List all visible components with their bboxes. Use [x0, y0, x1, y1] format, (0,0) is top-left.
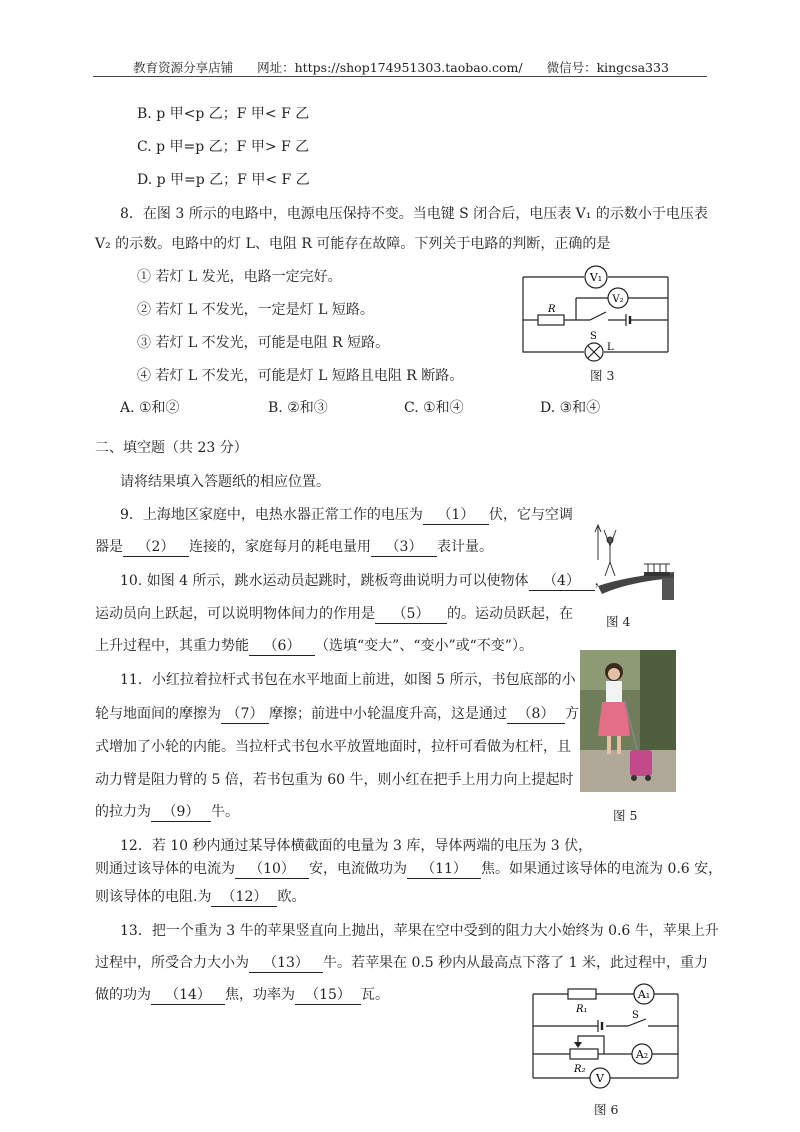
- q8-option-b: B. ②和③: [268, 400, 328, 416]
- q7-option-c: C. p 甲=p 乙；F 甲> F 乙: [137, 139, 310, 155]
- q10-text-2: ，: [594, 573, 609, 589]
- q10-line1: [120, 571, 609, 591]
- q10-blank-4[interactable]: （4）: [529, 572, 595, 591]
- q10-text-5: 上升过程中，其重力势能: [95, 638, 249, 654]
- q11-line2: [95, 704, 579, 724]
- q9-text-1: 9．上海地区家庭中，电热水器正常工作的电压为: [120, 507, 423, 523]
- q11-text-2: 轮与地面间的摩擦为: [95, 706, 221, 722]
- q13-line3: [95, 985, 389, 1005]
- q9-blank-1[interactable]: （1）: [423, 506, 489, 525]
- figure-4-diver: [588, 520, 678, 610]
- q11-text-8: 牛。: [211, 804, 239, 820]
- fig3-label-v2: V₂: [612, 294, 624, 305]
- q11-blank-8[interactable]: （8）: [507, 705, 565, 724]
- q13-line2: [95, 953, 708, 973]
- q11-text-4: 方: [565, 706, 579, 722]
- fig6-label-a1: A₁: [637, 988, 651, 1001]
- q11-line4: 动力臂是阻力臂的 5 倍，若书包重为 60 牛，则小红在把手上用力向上提起时: [95, 772, 574, 788]
- q12-blank-10[interactable]: （10）: [235, 860, 309, 879]
- q8-stem-line1: 8．在图 3 所示的电路中，电源电压保持不变。当电键 S 闭合后，电压表 V₁ 的示数小于电压表: [120, 206, 708, 222]
- q11-text-7: 的拉力为: [95, 804, 151, 820]
- fig6-label-s: S: [632, 1010, 639, 1021]
- q12-line2: [95, 859, 722, 879]
- page-header: [95, 58, 707, 76]
- q11-blank-7[interactable]: （7）: [221, 705, 269, 724]
- section2-instruction: 请将结果填入答题纸的相应位置。: [120, 474, 330, 490]
- q11-blank-9[interactable]: （9）: [151, 803, 211, 822]
- q7-option-b: B. p 甲<p 乙；F 甲< F 乙: [137, 106, 310, 122]
- q13-text-6: 瓦。: [361, 987, 389, 1003]
- q12-text-3: 安，电流做功为: [309, 861, 407, 877]
- q8-option-c: C. ①和④: [404, 400, 464, 416]
- q11-line3: 式增加了小轮的内能。当拉杆式书包水平放置地面时，拉杆可看做为杠杆，且: [95, 739, 571, 755]
- header-url: 网址：https://shop174951303.taobao.com/: [257, 60, 523, 75]
- figure-5-photo: [580, 650, 676, 792]
- q13-text-4: 做的功为: [95, 987, 151, 1003]
- q12-line1: 12．若 10 秒内通过某导体横截面的电量为 3 库，导体两端的电压为 3 伏，: [120, 838, 593, 854]
- q8-statement-4: ④ 若灯 L 不发光，可能是灯 L 短路且电阻 R 断路。: [137, 368, 464, 384]
- q8-statement-1: ① 若灯 L 发光，电路一定完好。: [137, 269, 342, 285]
- q13-blank-13[interactable]: （13）: [249, 954, 323, 973]
- fig3-label-r: R: [548, 304, 556, 315]
- q7-option-d: D. p 甲=p 乙；F 甲< F 乙: [137, 172, 310, 188]
- q10-line2: [95, 604, 573, 624]
- header-rule: [93, 76, 707, 77]
- q13-blank-15[interactable]: （15）: [295, 986, 361, 1005]
- q13-line1: 13．把一个重为 3 牛的苹果竖直向上抛出，苹果在空中受到的阻力大小始终为 0.6 牛，苹果上升: [120, 923, 719, 939]
- q13-text-2: 过程中，所受合力大小为: [95, 955, 249, 971]
- q12-text-6: 欧。: [277, 889, 306, 905]
- q12-text-5: 则该导体的电阻.为: [95, 889, 212, 905]
- q8-stem-line2: V₂ 的示数。电路中的灯 L、电阻 R 可能存在故障。下列关于电路的判断，正确的是: [95, 236, 611, 252]
- header-shop: 教育资源分享店铺: [133, 60, 234, 75]
- figure-3-circuit: [518, 262, 678, 362]
- q10-line3: [95, 636, 533, 656]
- figure-6-circuit: [528, 982, 684, 1096]
- q9-text-3: 器是: [95, 539, 123, 555]
- q9-blank-2[interactable]: （2）: [123, 538, 189, 557]
- fig6-label-v: V: [596, 1072, 604, 1085]
- q9-text-4: 连接的，家庭每月的耗电量用: [189, 539, 371, 555]
- figure-5-caption: 图 5: [613, 808, 638, 823]
- q10-text-1: 10. 如图 4 所示，跳水运动员起跳时，跳板弯曲说明力可以使物体: [120, 573, 529, 589]
- fig3-label-s: S: [590, 331, 597, 342]
- fig6-label-r2: R₂: [574, 1064, 586, 1075]
- q10-blank-5[interactable]: （5）: [375, 605, 447, 624]
- fig3-label-l: L: [607, 342, 614, 353]
- q9-text-5: 表计量。: [437, 539, 493, 555]
- figure-4-caption: 图 4: [606, 614, 631, 629]
- q12-text-4: 焦。如果通过该导体的电流为 0.6 安，: [481, 861, 723, 877]
- q10-blank-6[interactable]: （6）: [249, 637, 315, 656]
- q9-line2: [95, 537, 493, 557]
- header-wechat: 微信号：kingcsa333: [546, 60, 669, 75]
- q9-blank-3[interactable]: （3）: [371, 538, 437, 557]
- q10-text-3: 运动员向上跃起，可以说明物体间力的作用是: [95, 606, 375, 622]
- q9-line1: [120, 505, 573, 525]
- q8-option-a: A. ①和②: [120, 400, 180, 416]
- q8-statement-2: ② 若灯 L 不发光，一定是灯 L 短路。: [137, 302, 374, 318]
- section2-title: 二、填空题（共 23 分）: [95, 440, 248, 456]
- q8-statement-3: ③ 若灯 L 不发光，可能是电阻 R 短路。: [137, 335, 390, 351]
- q12-blank-11[interactable]: （11）: [407, 860, 481, 879]
- q13-text-3: 牛。若苹果在 0.5 秒内从最高点下落了 1 米，此过程中，重力: [323, 955, 708, 971]
- q11-line5: [95, 802, 239, 822]
- fig6-label-r1: R₁: [576, 1004, 588, 1015]
- figure-6-caption: 图 6: [594, 1102, 619, 1117]
- fig6-label-a2: A₂: [635, 1048, 649, 1061]
- q10-text-4: 的。运动员跃起，在: [447, 606, 573, 622]
- q12-line3: [95, 887, 305, 907]
- q8-option-d: D. ③和④: [540, 400, 601, 416]
- q13-blank-14[interactable]: （14）: [151, 986, 225, 1005]
- q12-text-2: 则通过该导体的电流为: [95, 861, 235, 877]
- figure-3-caption: 图 3: [590, 368, 615, 383]
- q11-text-3: 摩擦；前进中小轮温度升高，这是通过: [269, 706, 507, 722]
- q10-text-6: （选填“变大”、“变小”或“不变”）。: [315, 638, 533, 654]
- q11-line1: 11．小红拉着拉杆式书包在水平地面上前进，如图 5 所示，书包底部的小: [120, 672, 576, 688]
- q13-text-5: 焦，功率为: [225, 987, 295, 1003]
- q9-text-2: 伏，它与空调: [488, 507, 573, 523]
- fig3-label-v1: V₁: [589, 271, 603, 284]
- q12-blank-12[interactable]: （12）: [211, 888, 277, 907]
